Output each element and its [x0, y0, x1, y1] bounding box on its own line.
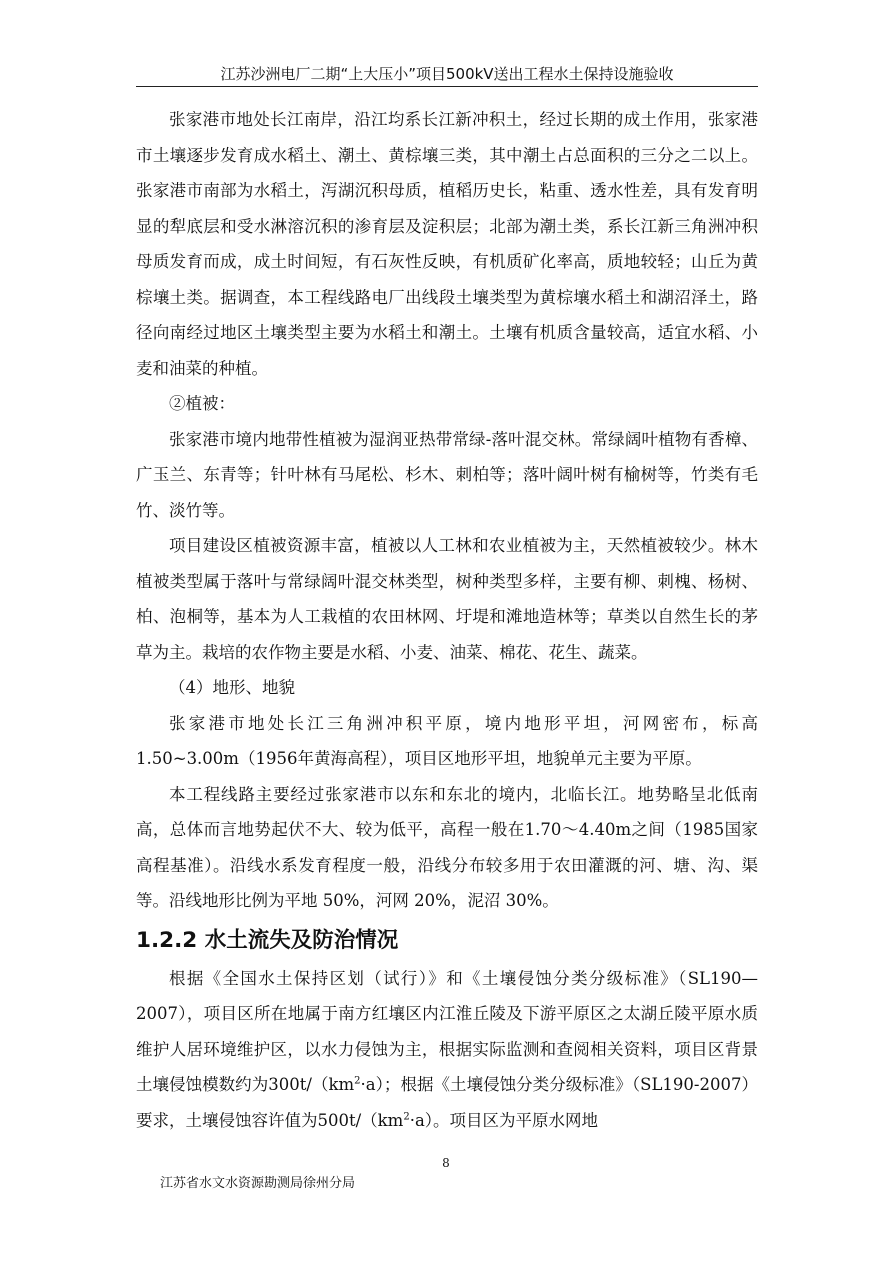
superscript-2b: 2 [403, 1111, 410, 1122]
section-heading: 1.2.2 水土流失及防治情况 [136, 927, 399, 953]
paragraph-soil: 张家港市地处长江南岸，沿江均系长江新冲积土，经过长期的成土作用，张家港市土壤逐步发育成水稻土、潮土、黄棕壤三类，其中潮土占总面积的三分之二以上。张家港市南部为水稻土，泻湖沉积母质，植稻历史长，粘重、透水性差，具有发育明显的犁底层和受水淋溶沉积的渗育层及淀积层；北部为潮土类，系长江新三角洲冲积母质发育而成，成土时间短，有石灰性反映，有机质矿化率高，质地较轻；山丘为黄棕壤土类。据调查，本工程线路电厂出线段土壤类型为黄棕壤水稻土和湖沼泽土，路径向南经过地区土壤类型主要为水稻土和潮土。土壤有机质含量较高，适宜水稻、小麦和油菜的种植。 [136, 110, 758, 378]
header-divider [136, 86, 758, 87]
erosion-text-part-1: 根据《全国水土保持区划（试行）》和《土壤侵蚀分类分级标准》（SL190—2007），项目区所在地属于南方红壤区内江淮丘陵及下游平原区之太湖丘陵平原水质维护人居环境维护区，以水力侵蚀为主，根据实际监测和查阅相关资料，项目区背景土壤侵蚀模数约为300t/（km [136, 968, 758, 1094]
subheading-terrain: （4）地形、地貌 [169, 678, 295, 697]
paragraph-terrain-route: 本工程线路主要经过张家港市以东和东北的境内，北临长江。地势略呈北低南高，总体而言地势起伏不大、较为低平，高程一般在1.70～4.40m之间（1985国家高程基准）。沿线水系发育程度一般，沿线分布较多用于农田灌溉的河、塘、沟、渠等。沿线地形比例为平地 50%，河网 20%，泥沼 30%。 [136, 784, 758, 910]
erosion-text-part-2: ·a）；根据《土壤侵蚀分类分级标准》（SL190-2007）要求，土壤侵蚀容许值为500t/（km [136, 1075, 759, 1130]
superscript-2: 2 [354, 1075, 361, 1087]
running-header: 江苏沙洲电厂二期“上大压小”项目500kV送出工程水土保持设施验收 [220, 65, 674, 83]
paragraph-terrain-city: 张家港市地处长江三角洲冲积平原，境内地形平坦，河网密布，标高1.50~3.00m（1956年黄海高程），项目区地形平坦，地貌单元主要为平原。 [136, 713, 758, 768]
erosion-text-part-3: ·a）。项目区为平原水网地 [409, 1110, 599, 1130]
page-number: 8 [442, 1156, 450, 1170]
body-text [136, 102, 758, 1138]
subheading-vegetation: ②植被： [169, 394, 235, 413]
paragraph-vegetation-types: 张家港市境内地带性植被为湿润亚热带常绿-落叶混交林。常绿阔叶植物有香樟、广玉兰、东青等；针叶林有马尾松、杉木、刺柏等；落叶阔叶树有榆树等，竹类有毛竹、淡竹等。 [136, 429, 758, 520]
paragraph-project-vegetation: 项目建设区植被资源丰富，植被以人工林和农业植被为主，天然植被较少。林木植被类型属于落叶与常绿阔叶混交林类型，树种类型多样，主要有柳、刺槐、杨树、柏、泡桐等，基本为人工栽植的农田林网、圩堤和滩地造林等；草类以自然生长的茅草为主。栽培的农作物主要是水稻、小麦、油菜、棉花、花生、蔬菜。 [136, 536, 758, 662]
paragraph-erosion [136, 961, 758, 1139]
footer-organization: 江苏省水文水资源勘测局徐州分局 [160, 1176, 356, 1191]
